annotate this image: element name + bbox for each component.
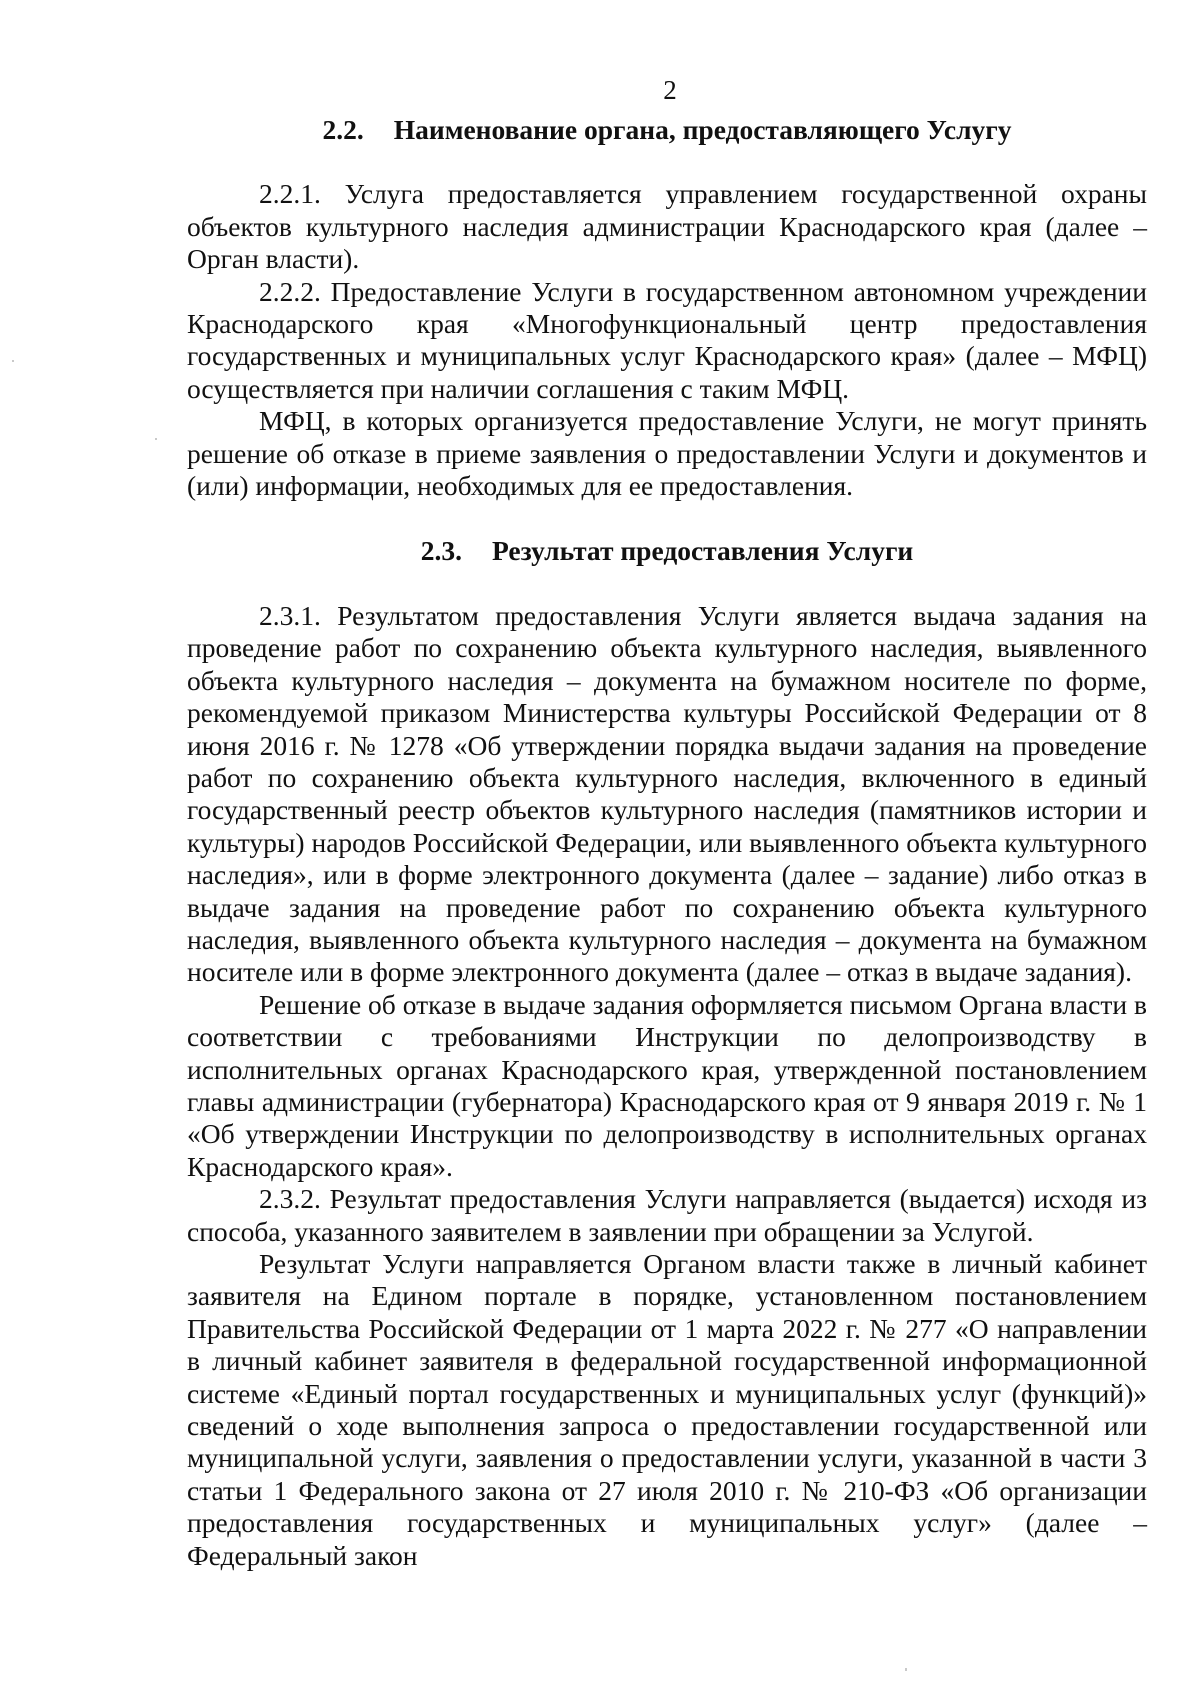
section-title: Результат предоставления Услуги: [491, 535, 914, 567]
paragraph-2-3-2: 2.3.2. Результат предоставления Услуги направляется (выдается) исходя из способа, указанного заявителем в заявлении при обращении за Услугой.: [187, 1183, 1147, 1247]
section-number: 2.2.: [322, 114, 364, 145]
scan-dot: [905, 1668, 907, 1671]
page-number: 2: [663, 75, 677, 105]
paragraph-2-2-2: 2.2.2. Предоставление Услуги в государственном автономном учреждении Краснодарского края «Многофункциональный центр предоставления государственных и муниципальных услуг Краснодарского края» (далее – МФЦ) осуществляется при наличии соглашения с таким МФЦ.: [187, 275, 1147, 404]
section-heading-2-2: [187, 114, 1147, 146]
scan-dot: [155, 438, 157, 440]
paragraph-mfc-refusal: МФЦ, в которых организуется предоставление Услуги, не могут принять решение об отказе в приеме заявления о предоставлении Услуги и документов и (или) информации, необходимых для ее предоставления.: [187, 405, 1147, 502]
section-number: 2.3.: [420, 535, 462, 567]
paragraph-2-3-1: 2.3.1. Результатом предоставления Услуги является выдача задания на проведение работ по сохранению объекта культурного наследия, выявленного объекта культурного наследия – документа на бумажном носителе по форме, рекомендуемой приказом Министерства культуры Российской Федерации от 8 июня 2016 г. № 1278 «Об утверждении порядка выдачи задания на проведение работ по сохранению объекта культурного наследия, включенного в единый государственный реестр объектов культурного наследия (памятников истории и культуры) народов Российской Федерации, или выявленного объекта культурного наследия», или в форме электронного документа (далее – задание) либо отказ в выдаче задания на проведение работ по сохранению объекта культурного наследия, выявленного объекта культурного наследия – документа на бумажном носителе или в форме электронного документа (далее – отказ в выдаче задания).: [187, 599, 1147, 988]
paragraph-personal-cabinet: Результат Услуги направляется Органом власти также в личный кабинет заявителя на Едином портале в порядке, установленном постановлением Правительства Российской Федерации от 1 марта 2022 г. № 277 «О направлении в личный кабинет заявителя в федеральной государственной информационной системе «Единый портал государственных и муниципальных услуг (функций)» сведений о ходе выполнения запроса о предоставлении государственной или муниципальной услуги, заявления о предоставлении услуги, указанной в части 3 статьи 1 Федерального закона от 27 июля 2010 г. № 210-ФЗ «Об организации предоставления государственных и муниципальных услуг» (далее – Федеральный закон: [187, 1248, 1147, 1571]
scan-dot: [12, 360, 14, 362]
paragraph-refusal-decision: Решение об отказе в выдаче задания оформляется письмом Органа власти в соответствии с требованиями Инструкции по делопроизводству в исполнительных органах Краснодарского края, утвержденной постановлением главы администрации (губернатора) Краснодарского края от 9 января 2019 г. № 1 «Об утверждении Инструкции по делопроизводству в исполнительных органах Краснодарского края».: [187, 988, 1147, 1182]
document-body: [187, 114, 1147, 1572]
section-title: Наименование органа, предоставляющего Услугу: [393, 114, 1012, 145]
section-heading-2-3: [187, 535, 1147, 567]
paragraph-2-2-1: 2.2.1. Услуга предоставляется управлением государственной охраны объектов культурного наследия администрации Краснодарского края (далее – Орган власти).: [187, 178, 1147, 275]
